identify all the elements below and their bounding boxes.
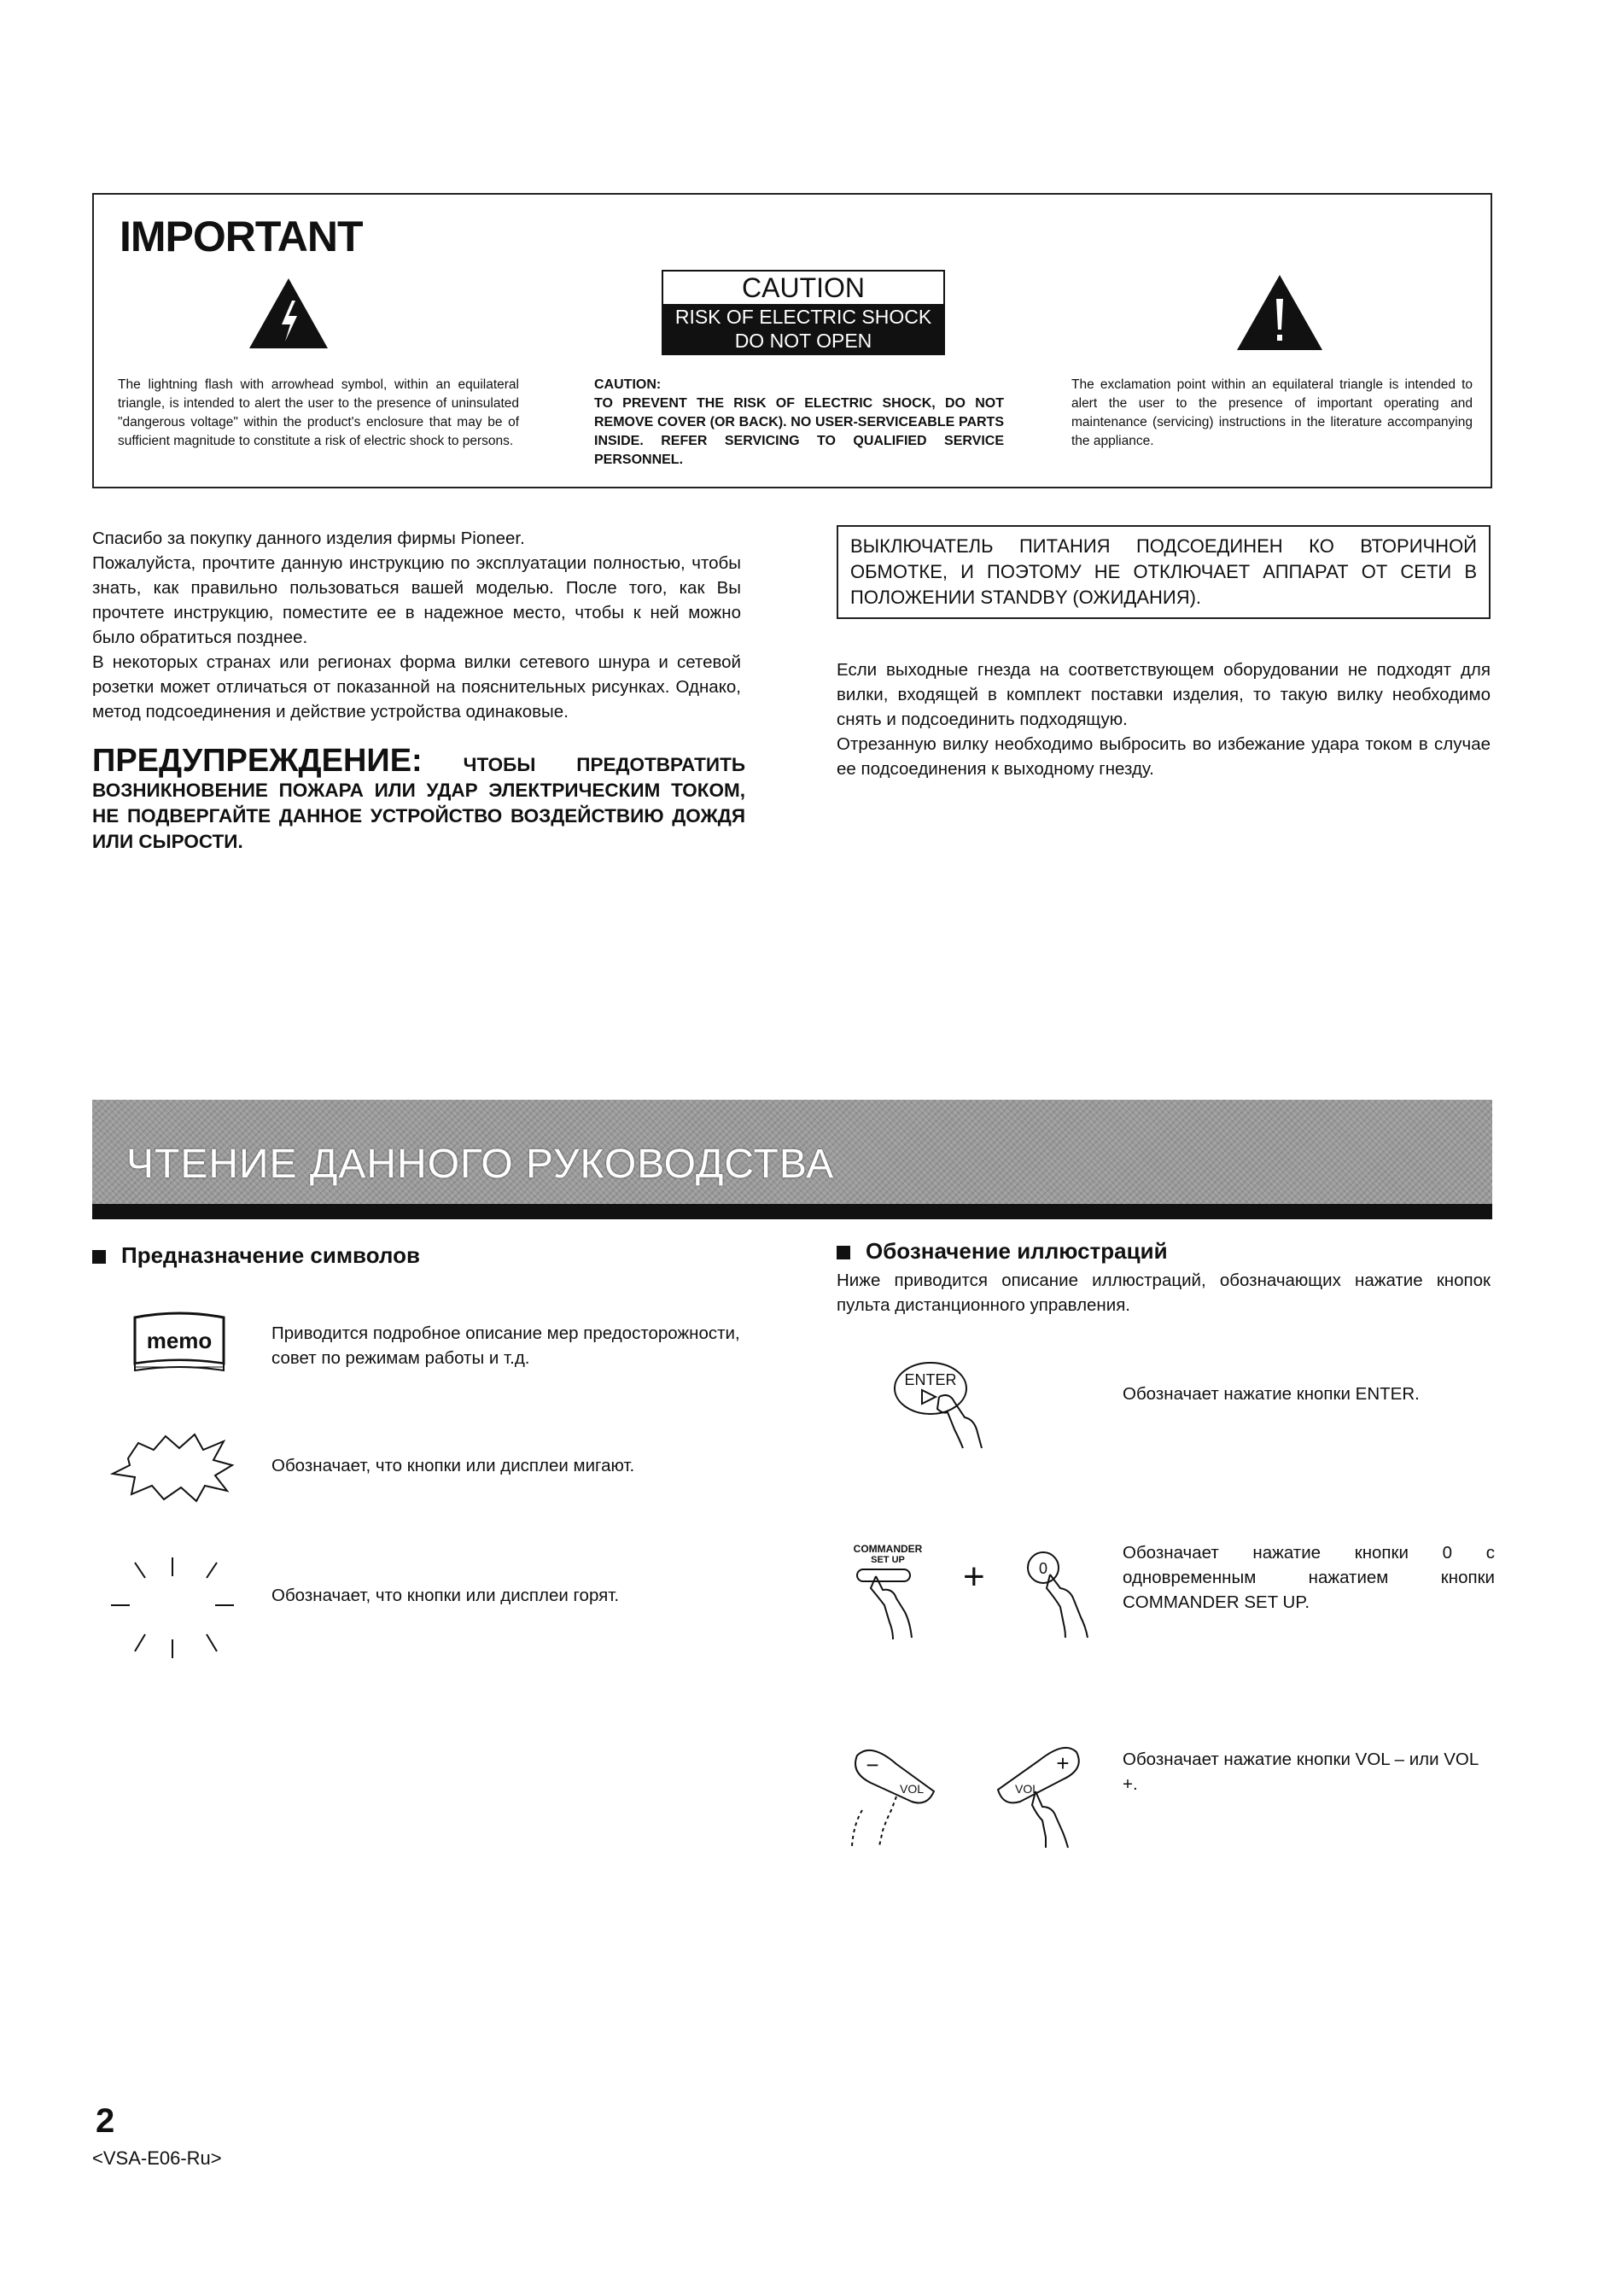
caution-text: TO PREVENT THE RISK OF ELECTRIC SHOCK, DO NOT REMOVE COVER (OR BACK). NO USER-SERVICEABLE PARTS INSIDE. REFER SERVICING TO QUALIFIED SERVICE PERSONNEL. [594,396,1004,467]
plus-sign: + [963,1556,985,1598]
intro-paragraph-3: В некоторых странах или регионах форма вилки сетевого шнура и сетевой розетки может отличаться от показанной на пояснительных рисунках. Однако, метод подсоединения и действие устройства одинаковые. [92,652,741,722]
caution-sign-word: CAUTION [663,272,943,304]
caution-sign-line2: DO NOT OPEN [734,330,872,352]
illustrations-intro: Ниже приводится описание иллюстраций, обозначающих нажатие кнопок пульта дистанционного управления. [837,1271,1491,1315]
setup-label: SET UP [871,1555,905,1565]
vol-minus-sign: − [866,1752,879,1778]
bullet-square-icon [837,1246,850,1259]
section-banner [92,1100,1492,1211]
intro-paragraph-2: Пожалуйста, прочтите данную инструкцию по эксплуатации полностью, чтобы знать, как правильно пользоваться вашей моделью. После того, как Вы прочтете инструкцию, поместите ее в надежное место, чтобы к ней можно было обратиться позднее. [92,553,741,647]
exclamation-symbol-explanation: The exclamation point within an equilateral triangle is intended to alert the user to the presence of important operating and maintenance (servicing) instructions in the literature accompanying the appliance. [1071,377,1473,448]
plug-paragraph-2: Отрезанную вилку необходимо выбросить во избежание удара током в случае ее подсоединения к выходному гнезду. [837,734,1491,779]
memo-label: memo [146,1328,213,1353]
important-title: IMPORTANT [120,213,363,260]
section-rule [92,1204,1492,1219]
lightning-warning-icon [248,277,330,350]
vol-plus-button-icon [986,1738,1097,1849]
vol-description: Обозначает нажатие кнопки VOL – или VOL +. [1123,1750,1479,1794]
vol-minus-button-icon [845,1738,948,1849]
intro-paragraph-1: Спасибо за покупку данного изделия фирмы Pioneer. [92,529,525,548]
warning-text: ЧТОБЫ ПРЕДОТВРАТИТЬ ВОЗНИКНОВЕНИЕ ПОЖАРА ИЛИ УДАР ЭЛЕКТРИЧЕСКИМ ТОКОМ, НЕ ПОДВЕРГАЙТЕ ДАННОЕ УСТРОЙСТВО ВОЗДЕЙСТВИЮ ДОЖДЯ ИЛИ СЫРОСТИ. [92,754,745,852]
vol-plus-label: VOL [1014,1782,1040,1796]
caution-label: CAUTION: [594,377,662,392]
caution-sign [662,270,945,355]
lightning-symbol-explanation: The lightning flash with arrowhead symbol, within an equilateral triangle, is intended to alert the user to the presence of uninsulated "dangerous voltage" within the product's enclosure that may be of sufficient magnitude to constitute a risk of electric shock to persons. [118,377,519,448]
enter-label: ENTER [904,1371,957,1388]
blinking-description: Обозначает, что кнопки или дисплеи мигают. [271,1456,635,1475]
memo-description: Приводится подробное описание мер предосторожности, совет по режимам работы и т.д. [271,1323,740,1368]
memo-icon [128,1309,230,1377]
symbols-heading: Предназначение символов [92,1242,420,1269]
warning-heading: ПРЕДУПРЕЖДЕНИЕ: [92,743,423,779]
section-title: ЧТЕНИЕ ДАННОГО РУКОВОДСТВА [126,1142,835,1187]
document-code: <VSA-E06-Ru> [92,2147,222,2169]
caution-statement [594,376,1004,470]
zero-button-press-icon [1021,1545,1106,1639]
exclamation-warning-icon [1235,273,1324,352]
lit-description: Обозначает, что кнопки или дисплеи горят. [271,1586,620,1605]
vol-minus-label: VOL [899,1782,925,1796]
commander-setup-button-icon [845,1540,948,1643]
fire-warning [92,743,745,855]
blinking-icon [104,1424,241,1506]
bullet-square-icon [92,1250,106,1264]
enter-button-press-icon [888,1358,999,1452]
enter-description: Обозначает нажатие кнопки ENTER. [1123,1384,1420,1404]
plug-notice [837,657,1491,781]
caution-sign-risk [663,304,943,353]
zero-label: 0 [1038,1560,1048,1577]
power-switch-notice: ВЫКЛЮЧАТЕЛЬ ПИТАНИЯ ПОДСОЕДИНЕН КО ВТОРИЧНОЙ ОБМОТКЕ, И ПОЭТОМУ НЕ ОТКЛЮЧАЕТ АППАРАТ ОТ СЕТИ В ПОЛОЖЕНИИ STANDBY (ОЖИДАНИЯ). [837,525,1491,619]
illustrations-heading: Обозначение иллюстраций [837,1238,1168,1265]
plug-paragraph-1: Если выходные гнезда на соответствующем оборудовании не подходят для вилки, входящей в комплект поставки изделия, то такую вилку необходимо снять и подсоединить подходящую. [837,660,1491,729]
caution-sign-line1: RISK OF ELECTRIC SHOCK [674,306,932,328]
page-number: 2 [96,2102,115,2140]
commander-label: COMMANDER [853,1543,923,1555]
intro-text [92,526,741,724]
combo-description: Обозначает нажатие кнопки 0 с одновременным нажатием кнопки COMMANDER SET UP. [1123,1543,1495,1612]
important-notice-box [92,193,1492,488]
vol-plus-sign: + [1056,1750,1070,1776]
lit-icon [104,1554,241,1665]
